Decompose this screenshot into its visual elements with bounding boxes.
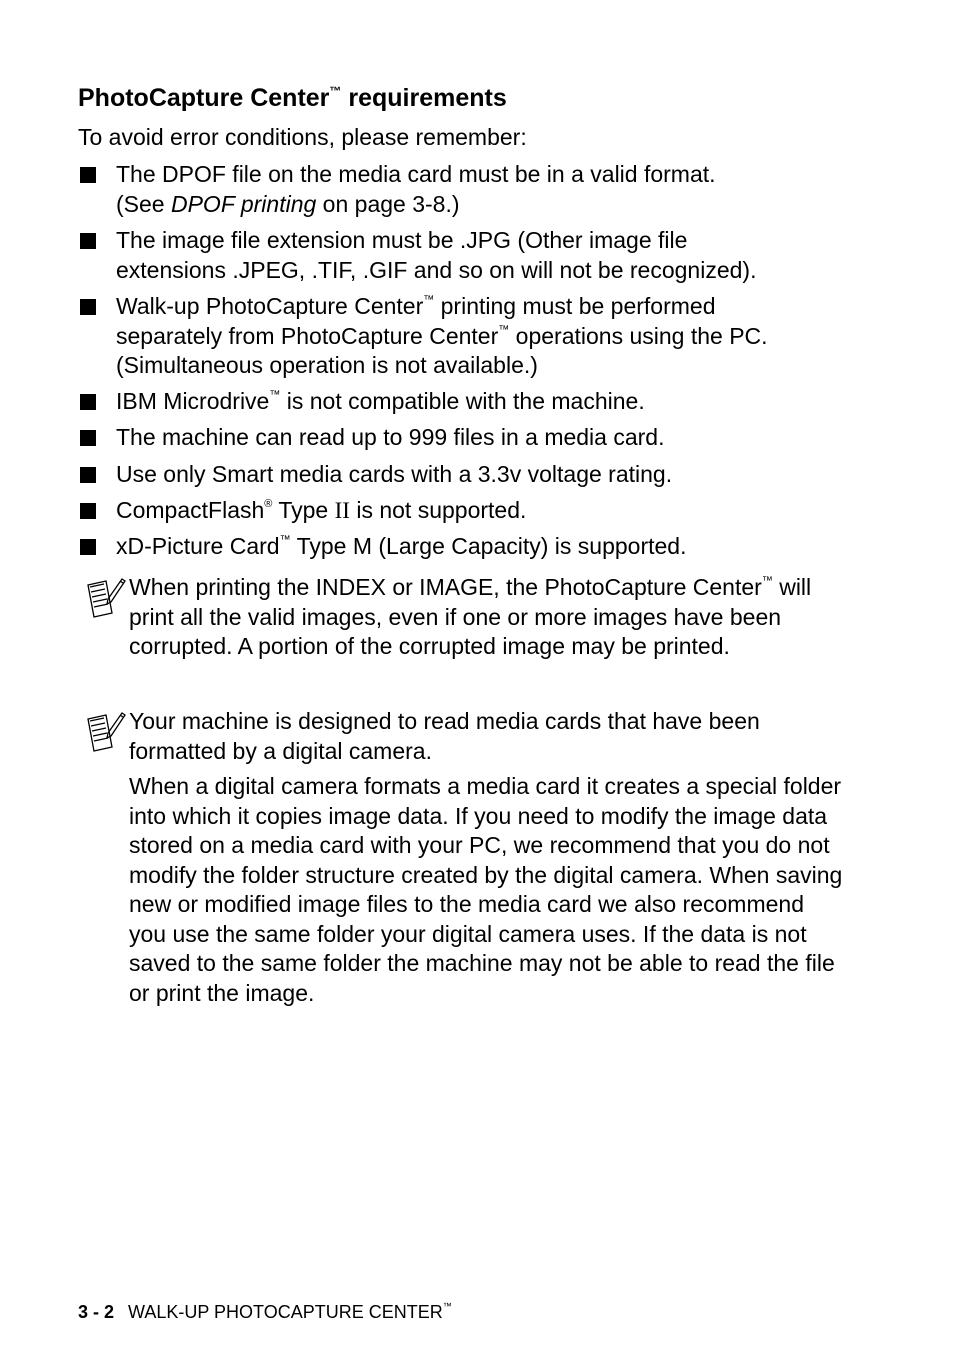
square-bullet-icon bbox=[80, 503, 96, 519]
section-heading bbox=[78, 82, 507, 114]
trademark-symbol: ™ bbox=[329, 83, 342, 98]
trademark-symbol: ™ bbox=[442, 1301, 452, 1311]
section-name: WALK-UP PHOTOCAPTURE CENTER bbox=[128, 1302, 443, 1322]
note-box bbox=[84, 573, 844, 668]
list-item bbox=[78, 387, 838, 417]
list-item bbox=[78, 532, 838, 562]
square-bullet-icon bbox=[80, 299, 96, 315]
note-pad-pencil-icon bbox=[84, 709, 126, 753]
square-bullet-icon bbox=[80, 539, 96, 555]
square-bullet-icon bbox=[80, 394, 96, 410]
dpof-printing-reference: DPOF printing bbox=[170, 190, 317, 217]
square-bullet-icon bbox=[80, 167, 96, 183]
list-item-text: The image file extension must be .JPG (Other image file extensions .JPEG, .TIF, .GIF and so on will not be recognized). bbox=[116, 227, 757, 283]
page-number: 3 - 2 bbox=[78, 1302, 115, 1322]
note-text: Your machine is designed to read media cards that have been formatted by a digital camera. bbox=[129, 708, 760, 764]
square-bullet-icon bbox=[80, 233, 96, 249]
square-bullet-icon bbox=[80, 430, 96, 446]
heading-rest: requirements bbox=[348, 84, 507, 112]
note-text: When a digital camera formats a media card it creates a special folder into which it copies image data. If you need to modify the image data stored on a media card with your PC, we recommend that you do not modify the folder structure created by the digital camera. When saving new or modified image files to the media card we also recommend you use the same folder your digital camera uses. If the data is not saved to the same folder the machine may not be able to read the file or print the image. bbox=[129, 773, 843, 1006]
list-item-text: CompactFlash® Type II is not supported. bbox=[116, 497, 527, 523]
heading-title: PhotoCapture Center bbox=[78, 84, 330, 112]
list-item-text: IBM Microdrive™ is not compatible with the machine. bbox=[116, 388, 645, 414]
list-item-text: xD-Picture Card™ Type M (Large Capacity) is supported. bbox=[116, 533, 687, 559]
page-footer bbox=[78, 1300, 452, 1324]
list-item bbox=[78, 226, 838, 285]
list-item bbox=[78, 496, 838, 526]
list-item bbox=[78, 460, 838, 490]
note-pad-pencil-icon bbox=[84, 575, 126, 619]
intro-text: To avoid error conditions, please remember: bbox=[78, 124, 527, 150]
list-item bbox=[78, 292, 838, 381]
list-item-text: The machine can read up to 999 files in a media card. bbox=[116, 424, 665, 450]
list-item-text: Use only Smart media cards with a 3.3v voltage rating. bbox=[116, 461, 673, 487]
list-item bbox=[78, 160, 838, 219]
note-box bbox=[84, 707, 844, 1014]
list-item-text: Walk-up PhotoCapture Center™ printing must be performed separately from PhotoCapture Center™ operations using the PC. (Simultaneous operation is not available.) bbox=[116, 293, 768, 378]
note-text: When printing the INDEX or IMAGE, the PhotoCapture Center™ will print all the valid images, even if one or more images have been corrupted. A portion of the corrupted image may be printed. bbox=[129, 574, 812, 659]
square-bullet-icon bbox=[80, 467, 96, 483]
list-item-text: The DPOF file on the media card must be in a valid format. (See DPOF printing on page 3-8.) bbox=[116, 161, 716, 217]
list-item bbox=[78, 423, 838, 453]
